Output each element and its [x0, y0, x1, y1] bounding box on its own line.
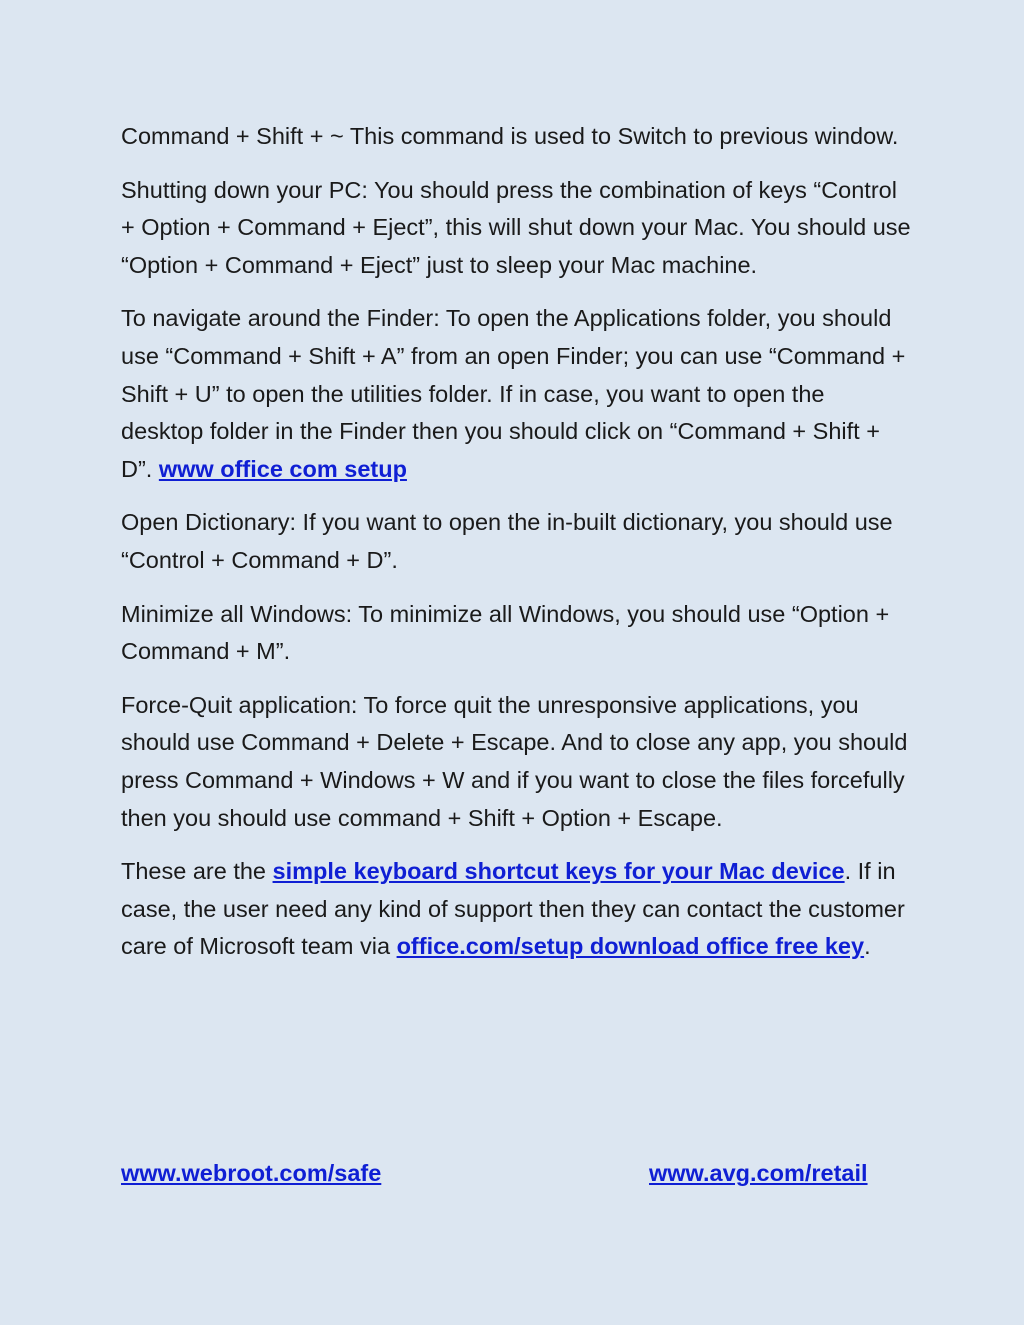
paragraph-switch-window	[121, 118, 911, 156]
webroot-safe-link[interactable]: www.webroot.com/safe	[121, 1160, 382, 1186]
paragraph-text: These are the	[121, 858, 273, 885]
paragraph-text: Shutting down your PC: You should press the combination of keys “Control + Option + Command + Eject”, this will shut down your Mac. You should use “Option + Command + Eject” just to sleep your Mac machine.	[121, 176, 911, 278]
paragraph-summary	[121, 853, 911, 966]
paragraph-shut-down	[121, 172, 911, 285]
mac-shortcut-keys-link[interactable]: simple keyboard shortcut keys for your Mac device	[272, 858, 845, 885]
paragraph-text: Force-Quit application: To force quit the unresponsive applications, you should use Command + Delete + Escape. And to close any app, you should press Command + Windows + W and if you want to close the files forcefully then you should use command + Shift + Option + Escape.	[121, 691, 908, 831]
paragraph-text: To navigate around the Finder: To open the Applications folder, you should use “Command + Shift + A” from an open Finder; you can use “Command + Shift + U” to open the utilities folder. If in case, you want to open the desktop folder in the Finder then you should click on “Command + Shift + D”.	[121, 305, 906, 482]
paragraph-text: Open Dictionary: If you want to open the in-built dictionary, you should use “Control + Command + D”.	[121, 509, 893, 573]
paragraph-text: . If in case, the user need any kind of support then they can contact the customer care of Microsoft team via	[121, 858, 905, 960]
avg-retail-link[interactable]: www.avg.com/retail	[649, 1160, 868, 1186]
footer-links	[121, 1155, 881, 1193]
paragraph-finder-navigation	[121, 300, 911, 488]
paragraph-text: .	[864, 933, 871, 960]
paragraph-text: Command + Shift + ~ This command is used to Switch to previous window.	[121, 123, 899, 149]
paragraph-text: Minimize all Windows: To minimize all Windows, you should use “Option + Command + M”.	[121, 600, 890, 665]
paragraph-minimize-windows	[121, 596, 911, 671]
office-setup-link[interactable]: www office com setup	[158, 455, 407, 482]
document-body	[121, 118, 911, 982]
office-download-key-link[interactable]: office.com/setup download office free key	[396, 933, 865, 960]
paragraph-force-quit	[121, 687, 911, 837]
paragraph-open-dictionary	[121, 504, 911, 579]
